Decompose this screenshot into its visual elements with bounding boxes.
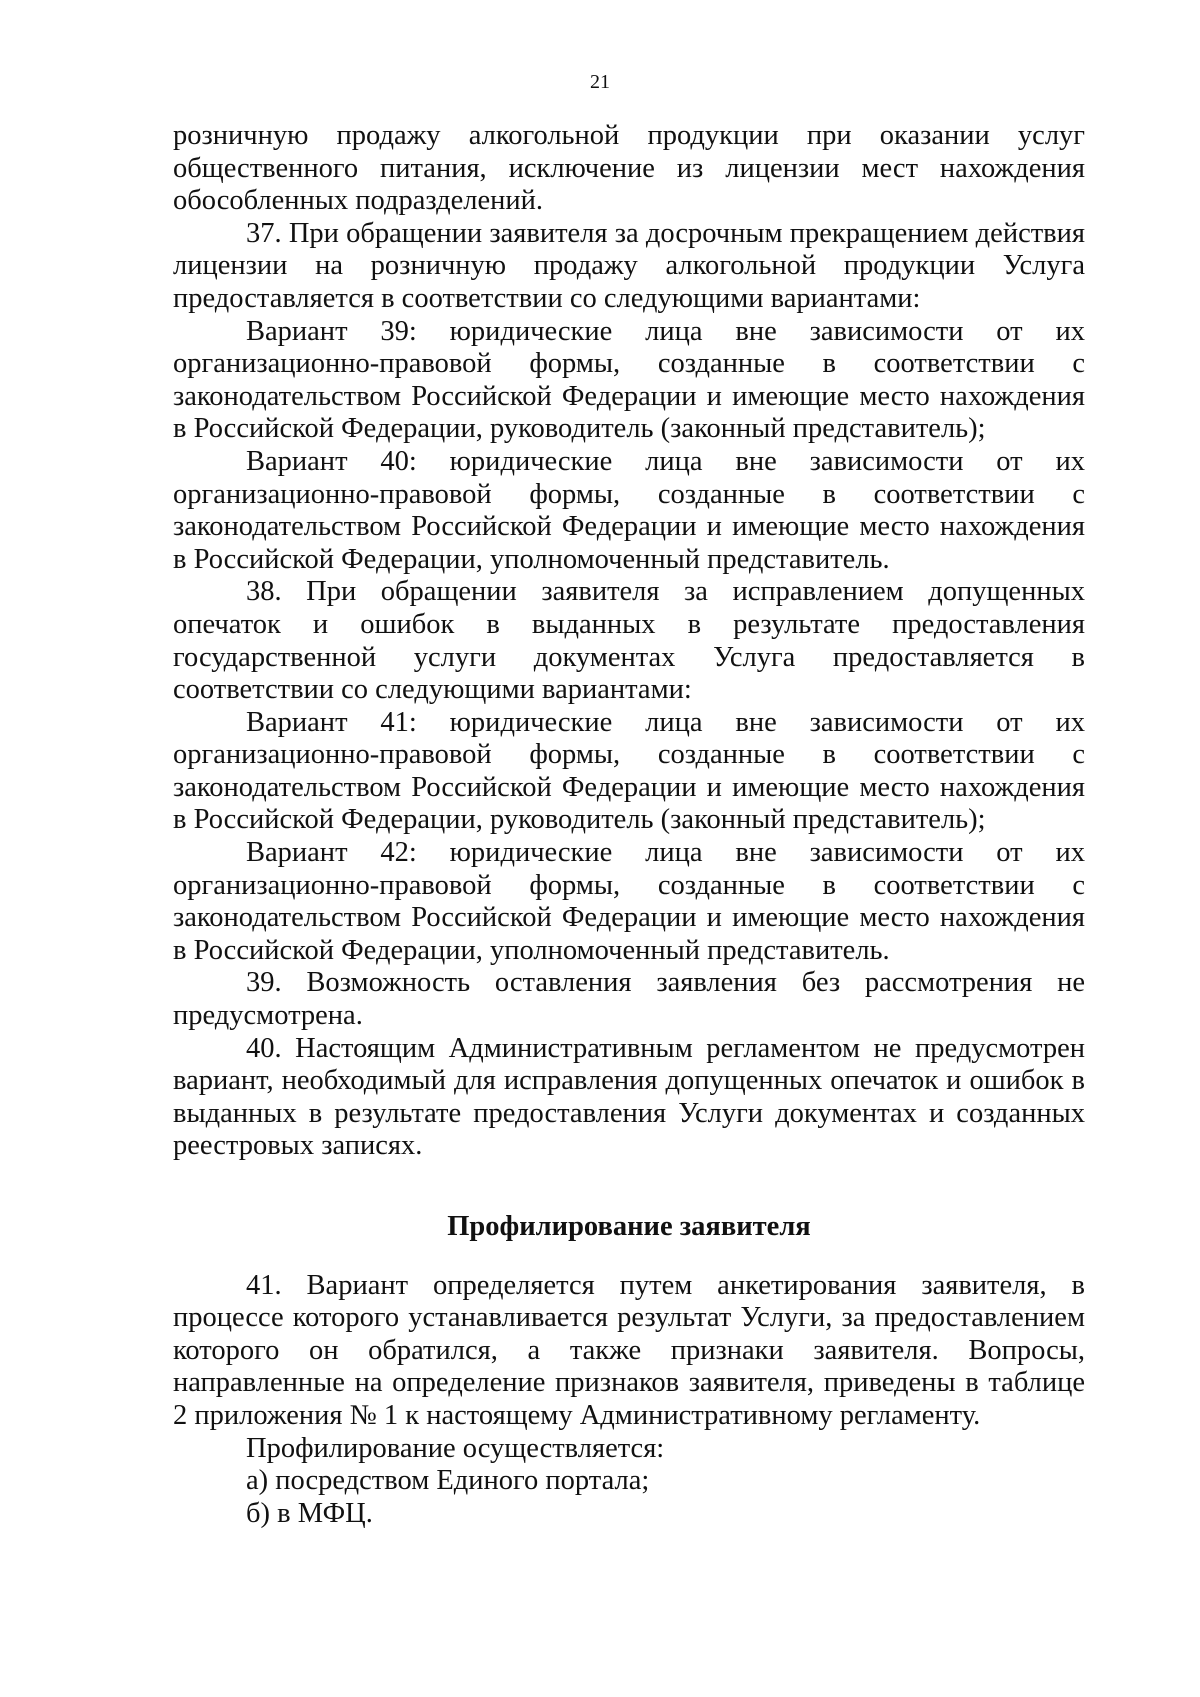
list-item-a: а) посредством Единого портала; bbox=[246, 1465, 650, 1497]
paragraph-41: 41. Вариант определяется путем анкетирования заявителя, в процессе которого устанавливается результат Услуги, за предоставлением которого он обратился, а также признаки заявителя. Вопросы, направленные на определение признаков заявителя, приведены в таблице 2 приложения № 1 к настоящему Административному регламенту. bbox=[173, 1269, 1085, 1431]
paragraph-38: 38. При обращении заявителя за исправлением допущенных опечаток и ошибок в выданных в результате предоставления государственной услуги документах Услуга предоставляется в соответствии со следующими вариантами: bbox=[173, 576, 1085, 706]
section-heading: Профилирование заявителя bbox=[447, 1211, 811, 1242]
paragraph-40: 40. Настоящим Административным регламентом не предусмотрен вариант, необходимый для исправления допущенных опечаток и ошибок в выданных в результате предоставления Услуги документах и созданных реестровых записях. bbox=[173, 1032, 1085, 1162]
paragraph-profiling: Профилирование осуществляется: bbox=[246, 1432, 665, 1464]
document-body bbox=[173, 120, 1085, 1530]
paragraph-variant-41: Вариант 41: юридические лица вне зависимости от их организационно-правовой формы, созданные в соответствии с законодательством Российской Федерации и имеющие место нахождения в Российской Федерации, руководитель (законный представитель); bbox=[173, 706, 1085, 836]
paragraph-continuation: розничную продажу алкогольной продукции при оказании услуг общественного питания, исключение из лицензии мест нахождения обособленных подразделений. bbox=[173, 120, 1085, 217]
page-number: 21 bbox=[590, 71, 610, 93]
paragraph-variant-39: Вариант 39: юридические лица вне зависимости от их организационно-правовой формы, созданные в соответствии с законодательством Российской Федерации и имеющие место нахождения в Российской Федерации, руководитель (законный представитель); bbox=[173, 315, 1085, 445]
list-item-b: б) в МФЦ. bbox=[246, 1497, 373, 1529]
paragraph-37: 37. При обращении заявителя за досрочным прекращением действия лицензии на розничную продажу алкогольной продукции Услуга предоставляется в соответствии со следующими вариантами: bbox=[173, 217, 1085, 314]
paragraph-variant-42: Вариант 42: юридические лица вне зависимости от их организационно-правовой формы, созданные в соответствии с законодательством Российской Федерации и имеющие место нахождения в Российской Федерации, уполномоченный представитель. bbox=[173, 837, 1085, 966]
paragraph-39: 39. Возможность оставления заявления без рассмотрения не предусмотрена. bbox=[173, 967, 1085, 1032]
paragraph-variant-40: Вариант 40: юридические лица вне зависимости от их организационно-правовой формы, созданные в соответствии с законодательством Российской Федерации и имеющие место нахождения в Российской Федерации, уполномоченный представитель. bbox=[173, 445, 1085, 575]
